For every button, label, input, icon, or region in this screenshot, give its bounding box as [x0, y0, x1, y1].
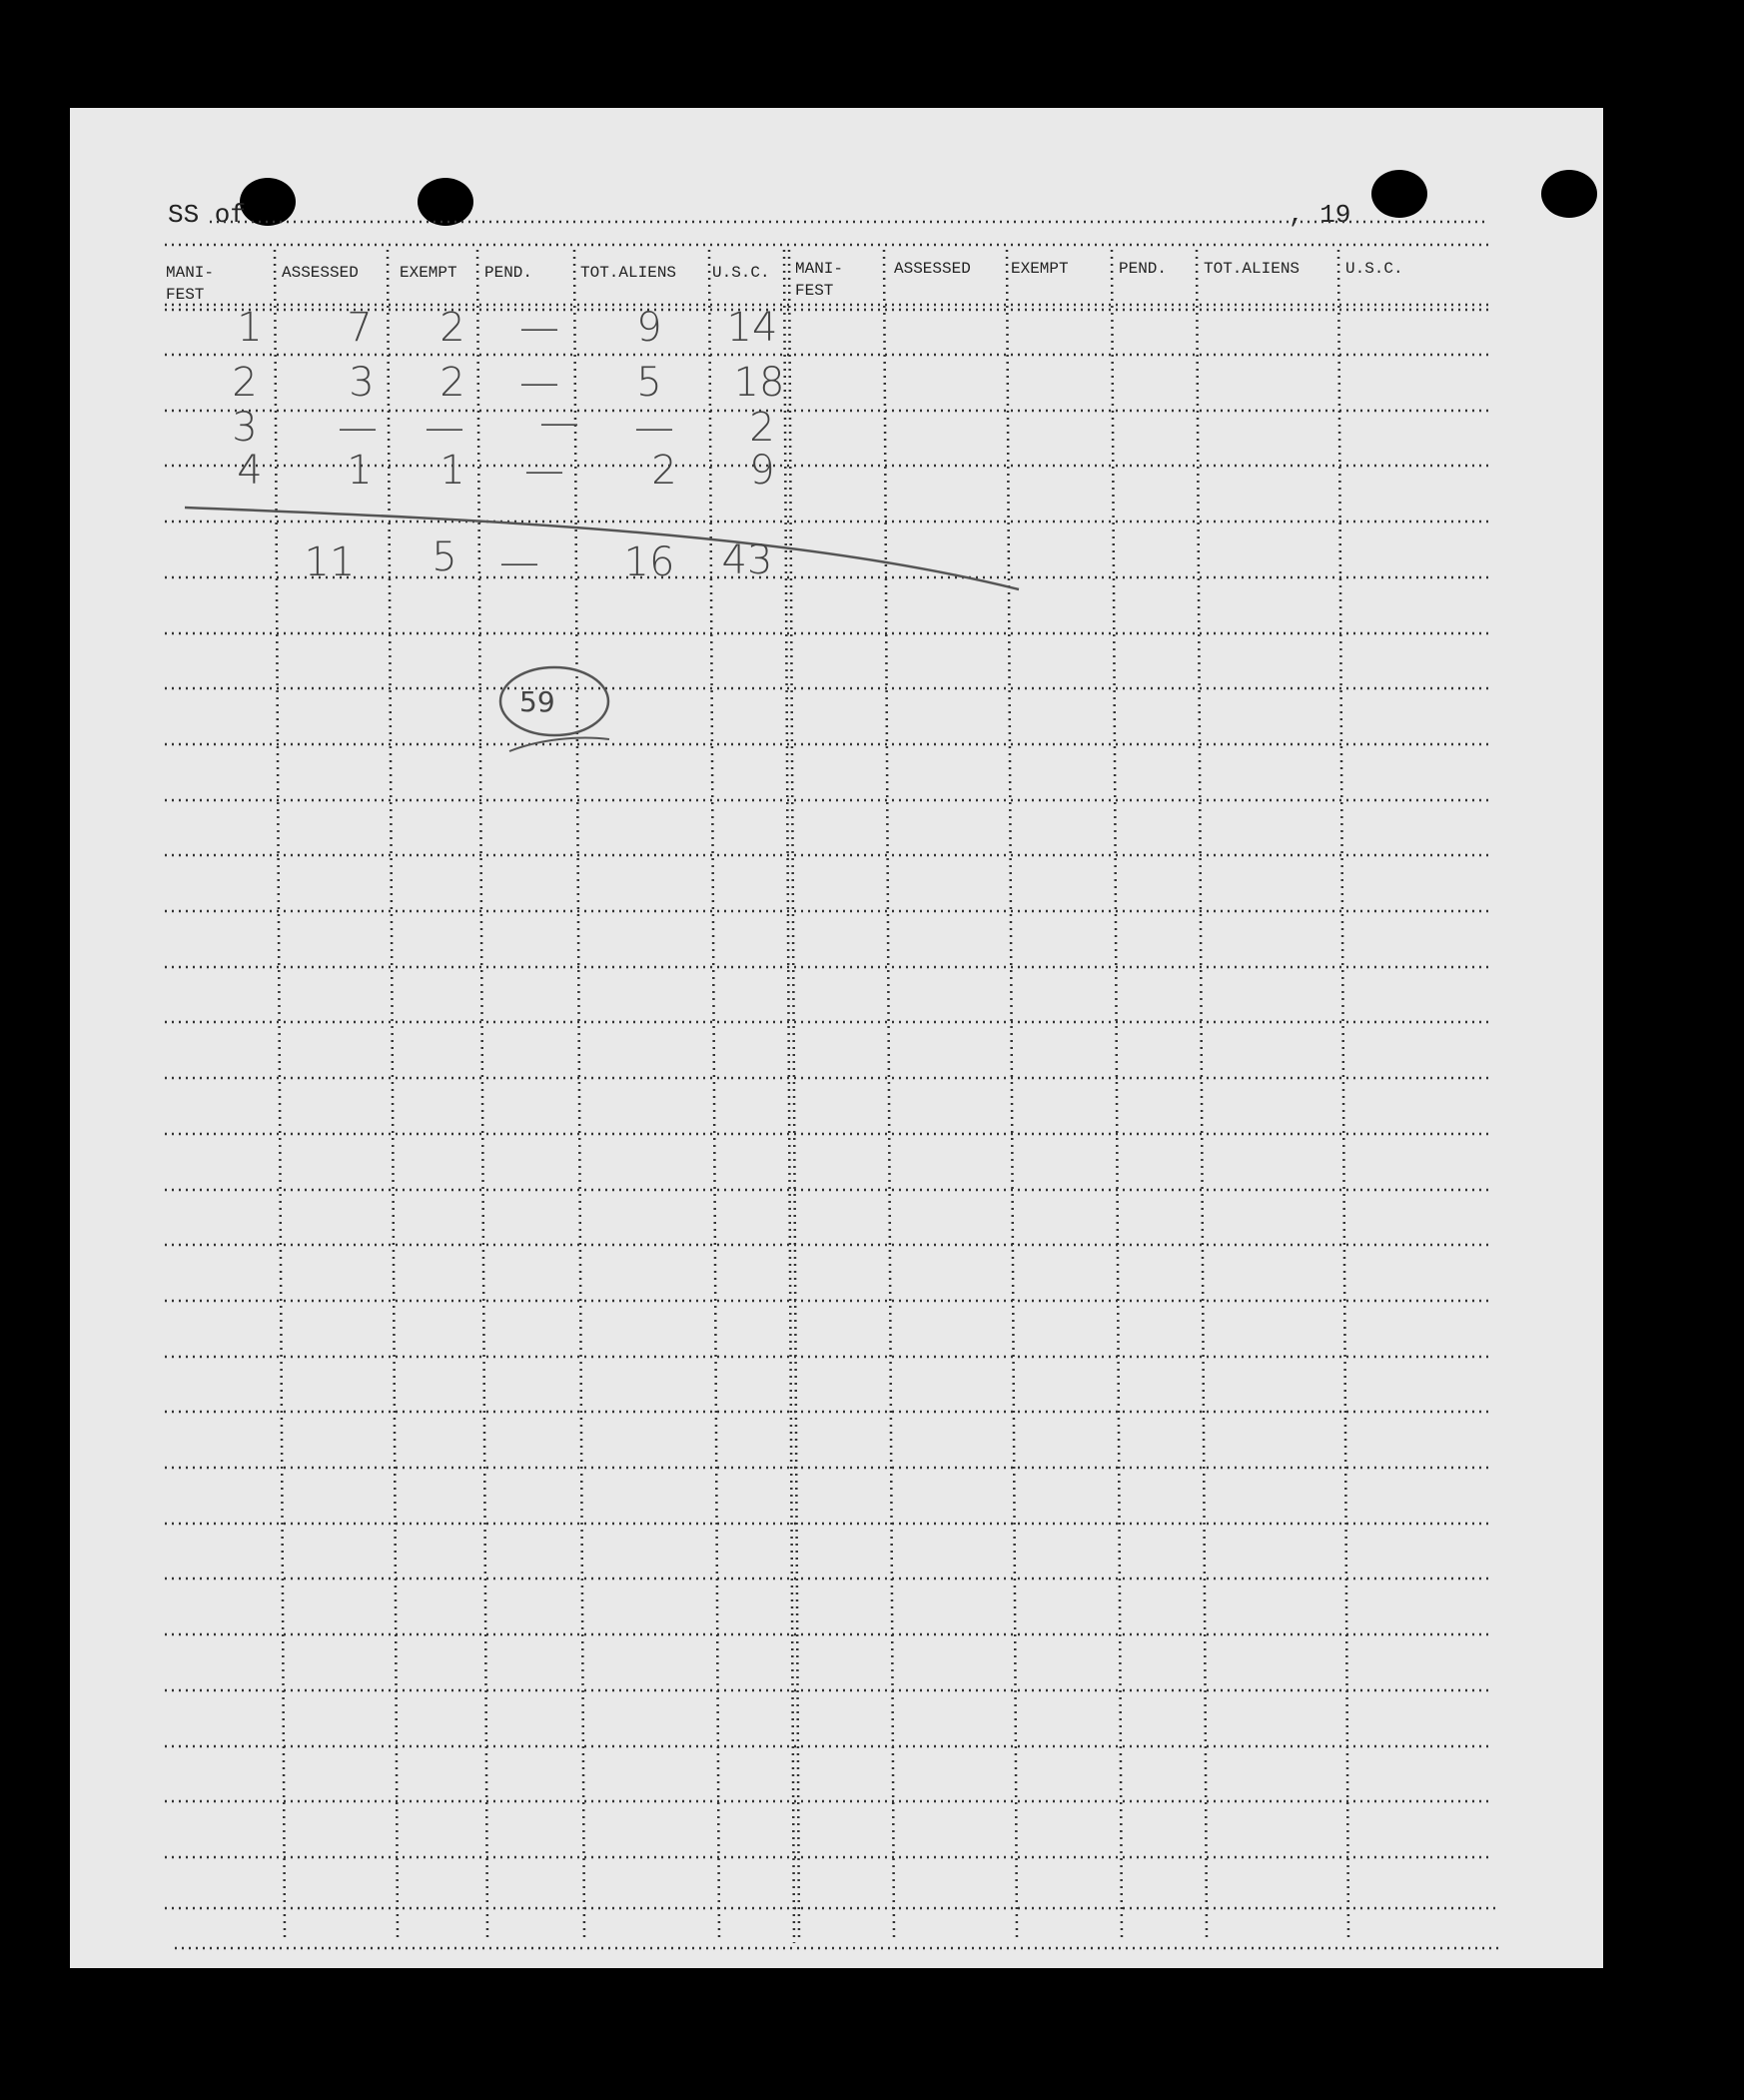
entry-exempt: 1: [439, 448, 465, 494]
entry-pend: —: [524, 448, 564, 494]
form-title-year: , 19: [1289, 200, 1351, 230]
entry-manifest: 1: [237, 305, 263, 351]
total-usc: 43: [721, 537, 773, 583]
column-rule: [709, 250, 719, 1938]
entry-exempt: —: [425, 405, 464, 451]
entry-assessed: 3: [349, 360, 375, 406]
col-exempt-right: EXEMPT: [1011, 260, 1069, 278]
entry-manifest: 4: [237, 448, 263, 494]
col-pend-right: PEND.: [1119, 260, 1168, 278]
total-pend: —: [499, 539, 539, 585]
col-manifest-left: MANI- FEST: [166, 264, 215, 304]
col-assessed-left: ASSESSED: [282, 264, 359, 282]
column-rule: [275, 250, 285, 1938]
total-assessed: 11: [304, 539, 356, 585]
entry-pend: —: [539, 400, 579, 446]
entry-pend: —: [519, 360, 559, 406]
column-rule: [388, 250, 398, 1938]
form-title-left: SS of: [168, 200, 247, 230]
entry-usc: 18: [733, 360, 785, 406]
entry-tot-aliens: —: [634, 405, 674, 451]
column-rule: [1007, 250, 1017, 1938]
col-assessed-right: ASSESSED: [894, 260, 971, 278]
entry-assessed: 7: [347, 305, 373, 351]
entry-usc: 14: [726, 305, 778, 351]
entry-usc: 2: [749, 405, 775, 451]
entry-usc: 9: [749, 448, 775, 494]
column-rule: [789, 250, 799, 1938]
total-exempt: 5: [432, 534, 457, 580]
col-pend-left: PEND.: [484, 264, 533, 282]
entry-assessed: 1: [347, 448, 373, 494]
column-rule: [884, 250, 894, 1938]
entry-tot-aliens: 5: [636, 360, 662, 406]
entry-tot-aliens: 2: [651, 448, 677, 494]
entry-assessed: —: [338, 405, 378, 451]
col-totaliens-left: TOT.ALIENS: [580, 264, 677, 282]
entry-exempt: 2: [439, 360, 465, 406]
column-rule: [574, 250, 584, 1938]
column-rule: [477, 250, 487, 1938]
entry-tot-aliens: 9: [636, 305, 662, 351]
column-rule: [1197, 250, 1207, 1938]
col-manifest-right: MANI- FEST: [795, 260, 844, 300]
col-usc-right: U.S.C.: [1345, 260, 1403, 278]
grand-total: 59: [519, 685, 555, 718]
column-rule: [1112, 250, 1122, 1938]
col-totaliens-right: TOT.ALIENS: [1204, 260, 1301, 278]
entry-manifest: 3: [232, 405, 258, 451]
total-tot-aliens: 16: [623, 539, 675, 585]
entry-pend: —: [519, 305, 559, 351]
col-usc-left: U.S.C.: [712, 264, 770, 282]
entry-exempt: 2: [439, 305, 465, 351]
entry-manifest: 2: [232, 360, 258, 406]
column-rule: [1338, 250, 1348, 1938]
col-exempt-left: EXEMPT: [400, 264, 457, 282]
